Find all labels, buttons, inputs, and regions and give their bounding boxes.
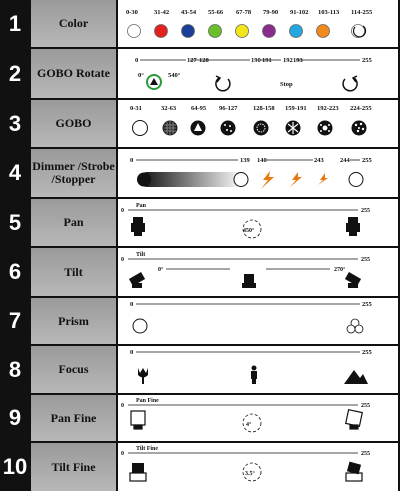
range-label: 91-102 bbox=[290, 9, 309, 16]
pan-label: Pan bbox=[136, 203, 147, 209]
angle-label: 4° bbox=[246, 422, 252, 428]
range-label: 96-127 bbox=[219, 105, 238, 112]
rotate-clockwise-icon bbox=[343, 76, 357, 91]
color-swatch bbox=[155, 25, 168, 38]
range-label: 79-90 bbox=[263, 9, 279, 16]
moving-head-icon bbox=[242, 274, 256, 288]
pan-fine-content bbox=[118, 395, 398, 441]
row-label: Pan Fine bbox=[31, 395, 116, 441]
row-number: 6 bbox=[0, 248, 30, 296]
moving-head-icon bbox=[346, 217, 360, 236]
tilt-fine-content bbox=[118, 443, 398, 491]
angle-label: 0° bbox=[158, 267, 164, 273]
tick-label: 255 bbox=[361, 451, 370, 457]
tick-label: 0 bbox=[121, 403, 124, 409]
range-label: 224-255 bbox=[350, 105, 372, 112]
pan-content bbox=[118, 199, 398, 246]
row-number: 5 bbox=[0, 199, 30, 246]
range-label: 159-191 bbox=[285, 105, 307, 112]
range-label: 0-31 bbox=[130, 105, 142, 112]
prism-three-facet-icon bbox=[347, 319, 363, 333]
gobo-dots-icon bbox=[221, 121, 236, 136]
row-number: 9 bbox=[0, 395, 30, 441]
focus-person-icon bbox=[251, 366, 257, 385]
open-gobo-icon bbox=[133, 121, 148, 136]
row-pan-fine bbox=[0, 395, 400, 441]
focus-mountain-icon bbox=[344, 370, 368, 384]
range-label: 43-54 bbox=[181, 9, 197, 16]
row-label: Prism bbox=[31, 298, 116, 344]
row-tilt-fine bbox=[0, 443, 400, 491]
stopper-open-icon bbox=[349, 173, 363, 187]
range-label: 192-223 bbox=[317, 105, 339, 112]
prism-content bbox=[118, 298, 398, 344]
row-tilt bbox=[0, 248, 400, 296]
angle-label: 450° bbox=[243, 228, 255, 234]
tick-label: 255 bbox=[362, 349, 372, 356]
gobo-snowflake-icon bbox=[318, 121, 333, 136]
gobo-triangle-icon bbox=[191, 121, 206, 136]
range-label: 55-66 bbox=[208, 9, 224, 16]
dimmer-gradient-bar bbox=[140, 172, 244, 187]
row-color bbox=[0, 0, 400, 47]
row-label bbox=[31, 149, 116, 197]
row-label: Focus bbox=[31, 346, 116, 393]
tick-label: 0 bbox=[130, 301, 134, 308]
tick-label: 128 bbox=[199, 57, 209, 64]
row-number: 1 bbox=[0, 0, 30, 47]
moving-head-icon bbox=[131, 217, 145, 236]
range-label: 32-63 bbox=[161, 105, 177, 112]
no-prism-icon bbox=[133, 319, 147, 333]
range-label: 0-30 bbox=[126, 9, 138, 16]
gobo-star-icon bbox=[286, 121, 301, 136]
tick-label: 255 bbox=[362, 57, 372, 64]
moving-head-tilted-icon bbox=[346, 462, 362, 481]
row-label: Tilt bbox=[31, 248, 116, 296]
moving-head-rotated-icon bbox=[346, 410, 363, 429]
row-dimmer bbox=[0, 149, 400, 197]
angle-label: 3.5° bbox=[245, 471, 255, 477]
row-label: Tilt Fine bbox=[31, 443, 116, 491]
range-label: 103-113 bbox=[318, 9, 340, 16]
angle-label: 270° bbox=[334, 267, 346, 273]
row-label: Pan bbox=[31, 199, 116, 246]
row-gobo bbox=[0, 100, 400, 147]
pan-fine-label: Pan Fine bbox=[136, 398, 159, 404]
tilt-fine-label: Tilt Fine bbox=[136, 446, 159, 452]
rotate-gobo-icon bbox=[147, 75, 161, 89]
row-number: 7 bbox=[0, 298, 30, 344]
range-label: 128-158 bbox=[253, 105, 275, 112]
gobo-flower-icon bbox=[254, 121, 269, 136]
tick-label: 244 bbox=[340, 157, 350, 164]
row-label: Color bbox=[31, 0, 116, 47]
moving-head-icon bbox=[131, 411, 145, 429]
color-swatch bbox=[317, 25, 330, 38]
tick-label: 0 bbox=[135, 57, 139, 64]
tick-label: 193 bbox=[293, 57, 303, 64]
range-label: 64-95 bbox=[191, 105, 207, 112]
angle-label: 0° bbox=[138, 72, 144, 79]
tick-label: 255 bbox=[362, 157, 372, 164]
tick-label: 192 bbox=[283, 57, 293, 64]
moving-head-icon bbox=[130, 463, 146, 481]
tick-label: 190 bbox=[251, 57, 261, 64]
row-prism bbox=[0, 298, 400, 344]
strobe-lightning-icon bbox=[318, 173, 328, 185]
tick-label: 243 bbox=[314, 157, 324, 164]
color-wheel-content bbox=[118, 0, 398, 47]
tick-label: 0 bbox=[121, 208, 124, 214]
tick-label: 139 bbox=[240, 157, 250, 164]
gobo-rotate-content bbox=[118, 49, 398, 98]
range-label: 114-255 bbox=[351, 9, 373, 16]
range-label: 67-78 bbox=[236, 9, 252, 16]
row-number: 10 bbox=[0, 443, 30, 491]
gobo-burst-icon bbox=[352, 121, 367, 136]
row-label: GOBO bbox=[31, 100, 116, 147]
moving-head-tilted-icon bbox=[345, 272, 361, 288]
tick-label: 191 bbox=[262, 57, 272, 64]
color-swatch bbox=[209, 25, 222, 38]
range-label: 31-42 bbox=[154, 9, 170, 16]
row-label: GOBO Rotate bbox=[31, 49, 116, 98]
tick-label: 140 bbox=[257, 157, 267, 164]
color-swatch bbox=[290, 25, 303, 38]
row-pan bbox=[0, 199, 400, 246]
dimmer-content bbox=[118, 149, 398, 197]
tick-label: 0 bbox=[130, 157, 134, 164]
tick-label: 255 bbox=[361, 257, 370, 263]
color-swatch bbox=[182, 25, 195, 38]
tick-label: 255 bbox=[361, 403, 370, 409]
row-number: 3 bbox=[0, 100, 30, 147]
tick-label: 255 bbox=[362, 301, 372, 308]
gobo-content bbox=[118, 100, 398, 147]
strobe-lightning-icon bbox=[290, 172, 302, 187]
row-number: 2 bbox=[0, 49, 30, 98]
tilt-label: Tilt bbox=[136, 252, 146, 258]
tick-label: 0 bbox=[121, 257, 124, 263]
tilt-content bbox=[118, 248, 398, 296]
color-swatch bbox=[263, 25, 276, 38]
row-focus bbox=[0, 346, 400, 393]
moving-head-tilted-icon bbox=[129, 272, 145, 288]
gobo-grid-icon bbox=[163, 121, 178, 136]
row-number: 4 bbox=[0, 149, 30, 197]
tick-label: 127 bbox=[187, 57, 197, 64]
row-number: 8 bbox=[0, 346, 30, 393]
dimmer-closed-icon bbox=[137, 173, 151, 187]
angle-label: 540° bbox=[168, 72, 181, 79]
stop-label: Stop bbox=[280, 81, 293, 88]
tick-label: 0 bbox=[121, 451, 124, 457]
focus-content bbox=[118, 346, 398, 393]
rotate-counterclockwise-icon bbox=[216, 76, 230, 91]
color-swatch bbox=[236, 25, 249, 38]
focus-macro-flower-icon bbox=[138, 368, 148, 384]
tick-label: 0 bbox=[130, 349, 134, 356]
strobe-lightning-icon bbox=[261, 171, 274, 189]
color-swatch bbox=[128, 25, 141, 38]
tick-label: 255 bbox=[361, 208, 370, 214]
row-gobo-rotate bbox=[0, 49, 400, 98]
dimmer-open-icon bbox=[234, 173, 248, 187]
row-label-text: Dimmer /Strobe /Stopper bbox=[32, 159, 115, 186]
